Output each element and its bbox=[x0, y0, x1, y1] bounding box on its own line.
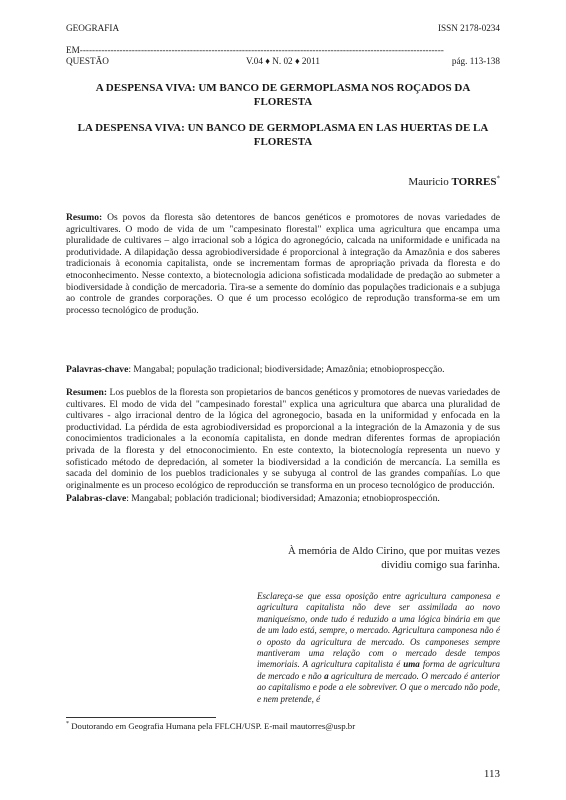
epigraph-emphasis-a: a bbox=[324, 670, 329, 681]
author-first-name: Mauricio bbox=[408, 176, 449, 188]
abstract-spanish bbox=[66, 387, 500, 491]
abstract-portuguese bbox=[66, 212, 500, 316]
header-dashes: ----------------------------------------------------------------------------------------------------------------------- bbox=[79, 45, 444, 55]
abstract-es-text: Los pueblos de la floresta son propietarios de bancos genéticos y promotores de nuevas variedades de cultivares. El modo de vida del "campesinado forestal" explica una agricultura que abarca una pluralidad de cultivares - algo irracional dentro de la lógica del agronegocio, basada en la uniformidad y enfocada en la productividad. La pérdida de esta agrobiodiversidad es proporcional a la integración de la Amazonia y de sus conocimientos tradicionales a la economía capitalista, en donde medran diferentes formas de apropiación privada de la floresta y del etnoconocimiento. En este contexto, la biotecnología representa un nuevo y sofisticado método de depredación, al someter la biodiversidad a la condición de mercancía. La semilla es sacada del dominio de los pueblos tradicionales y se subyuga al control de las grandes compañías. Lo que originalmente es un proceso ecológico de reproducción se transforma en un proceso tecnológico de producción. bbox=[66, 387, 500, 491]
dedication bbox=[240, 544, 500, 572]
dedication-line1: À memória de Aldo Cirino, que por muitas vezes bbox=[288, 545, 500, 557]
author-footnote-mark: * bbox=[496, 174, 500, 183]
title-portuguese: A DESPENSA VIVA: UM BANCO DE GERMOPLASMA NOS ROÇADOS DA FLORESTA bbox=[95, 82, 471, 108]
journal-name-line1: GEOGRAFIA bbox=[66, 23, 120, 33]
abstract-pt-text: Os povos da floresta são detentores de bancos genéticos e promotores de novas variedades de agricultivares. O modo de vida de um "campesinato florestal" explica uma agricultura que encampa uma pluralidade de cultivares – algo irracional sob a lógica do agronegócio, calcada na uniformidade e unificada na produtividade. A dilapidação dessa agrobiodiversidade é proporcional à integração da Amazônia e dos saberes tradicionais à economia capitalista, onde se incrementam formas de apropriação privada da floresta e do etnoconhecimento. Nesse contexto, a biotecnologia adiciona sofisticada modalidade de predação ao submeter a biodiversidade à condição de mercadoria. Tira-se a semente do domínio das populações tradicionais e a subjuga ao controle de grandes corporações. O que é um processo ecológico de reprodução transforma-se em um processo tecnológico de produção. bbox=[66, 212, 500, 316]
keywords-pt-label: Palavras-chave bbox=[66, 364, 129, 375]
epigraph-emphasis-uma: uma bbox=[403, 659, 420, 670]
footnote-mark: * bbox=[66, 721, 69, 728]
abstract-pt-label: Resumo: bbox=[66, 212, 103, 223]
header-rule bbox=[66, 45, 500, 56]
footnote-text: Doutorando em Geografia Humana pela FFLCH/USP. E-mail mautorres@usp.br bbox=[69, 721, 356, 731]
author-last-name: TORRES bbox=[451, 176, 497, 188]
keywords-es-text: : Mangabal; población tradicional; biodiversidad; Amazonia; etnobioprospección. bbox=[126, 493, 440, 504]
keywords-spanish bbox=[66, 493, 500, 505]
abstract-es-label: Resumen: bbox=[66, 387, 108, 398]
keywords-pt-text: : Mangabal; população tradicional; biodiversidade; Amazônia; etnobioprospecção. bbox=[128, 364, 445, 375]
volume-info: V.04 ♦ N. 02 ♦ 2011 bbox=[246, 56, 320, 66]
footnote-rule bbox=[66, 717, 216, 718]
epigraph bbox=[257, 591, 500, 705]
page-range: pág. 113-138 bbox=[451, 56, 500, 66]
keywords-es-label: Palabras-clave bbox=[66, 493, 127, 504]
footnote bbox=[66, 721, 500, 732]
journal-name-line2: EM bbox=[66, 45, 80, 55]
journal-name-line3: QUESTÃO bbox=[66, 56, 109, 66]
title-spanish: LA DESPENSA VIVA: UN BANCO DE GERMOPLASMA EN LAS HUERTAS DE LA FLORESTA bbox=[77, 122, 489, 148]
epigraph-part3: agricultura de mercado. O mercado é anterior ao capitalismo e pode a ele sobreviver. O que o mercado não pode, e nem pretende, é bbox=[257, 670, 500, 704]
dedication-line2: dividiu comigo sua farinha. bbox=[381, 559, 500, 571]
epigraph-part1: Esclareça-se que essa oposição entre agricultura camponesa e agricultura capitalista não deve ser assimilada ao novo maniqueísmo, onde tudo é reduzido a uma lógica binária em que de um lado está, sempre, o mercado. Agricultura camponesa não é o oposto da agricultura de mercado. Os camponeses sempre mantiveram uma relação com o mercado desde tempos imemoriais. A agricultura capitalista é bbox=[257, 591, 500, 670]
issn: ISSN 2178-0234 bbox=[437, 23, 500, 33]
keywords-portuguese bbox=[66, 364, 500, 376]
epigraph-part2: forma de agricultura de mercado e não bbox=[257, 659, 501, 681]
author bbox=[408, 176, 500, 188]
page-number: 113 bbox=[483, 768, 500, 780]
